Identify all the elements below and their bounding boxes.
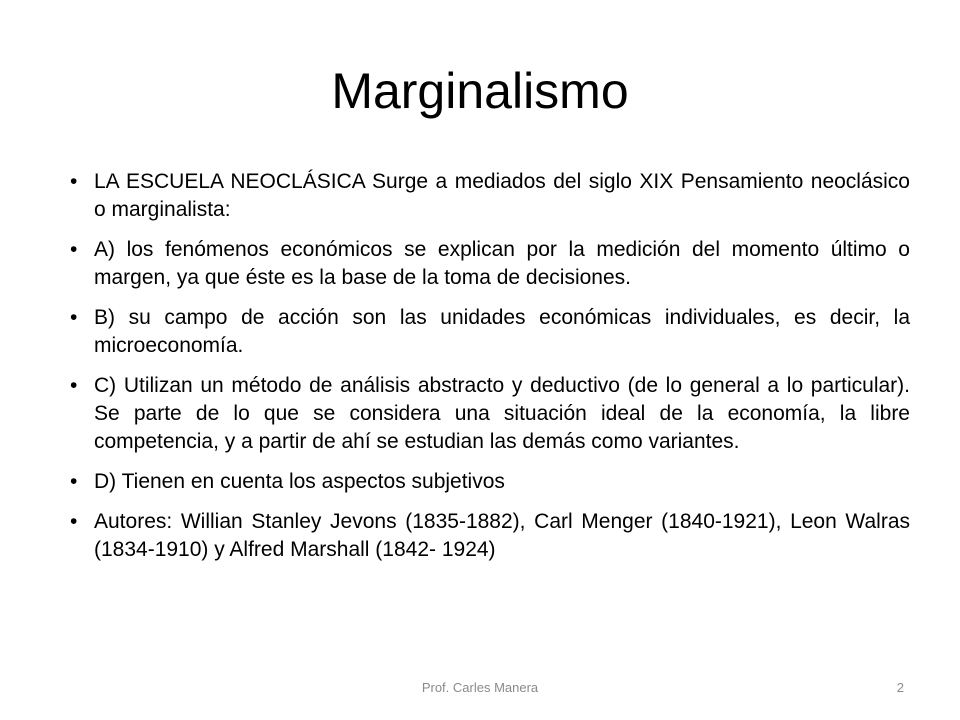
bullet-text: B) su campo de acción son las unidades económicas individuales, es decir, la microeconomía. — [94, 306, 910, 357]
footer-author: Prof. Carles Manera — [421, 680, 539, 695]
bullet-text: LA ESCUELA NEOCLÁSICA Surge a mediados del siglo XIX Pensamiento neoclásico o marginalista: — [94, 170, 910, 221]
bullet-dot-icon: • — [70, 238, 78, 261]
bullet-dot-icon: • — [70, 306, 78, 329]
bullet-dot-icon: • — [70, 170, 78, 193]
bullet-item — [70, 468, 910, 496]
bullet-dot-icon: • — [70, 510, 78, 533]
bullet-dot-icon: • — [70, 470, 78, 493]
bullet-list — [70, 168, 910, 576]
bullet-text: A) los fenómenos económicos se explican por la medición del momento último o margen, ya que éste es la base de la toma de decisiones. — [94, 238, 910, 289]
bullet-item — [70, 236, 910, 292]
bullet-text: C) Utilizan un método de análisis abstracto y deductivo (de lo general a lo particular). Se parte de lo que se considera una situación ideal de la economía, la libre competencia, y a partir de ahí se estudian las demás como variantes. — [94, 374, 910, 453]
bullet-item — [70, 508, 910, 564]
slide-title: Marginalismo — [331, 63, 629, 119]
page-number: 2 — [896, 680, 904, 695]
bullet-text: Autores: Willian Stanley Jevons (1835-1882), Carl Menger (1840-1921), Leon Walras (1834-1910) y Alfred Marshall (1842- 1924) — [94, 510, 910, 561]
bullet-dot-icon: • — [70, 374, 78, 397]
bullet-item — [70, 304, 910, 360]
bullet-text: D) Tienen en cuenta los aspectos subjetivos — [94, 470, 505, 493]
bullet-item — [70, 372, 910, 456]
bullet-item — [70, 168, 910, 224]
